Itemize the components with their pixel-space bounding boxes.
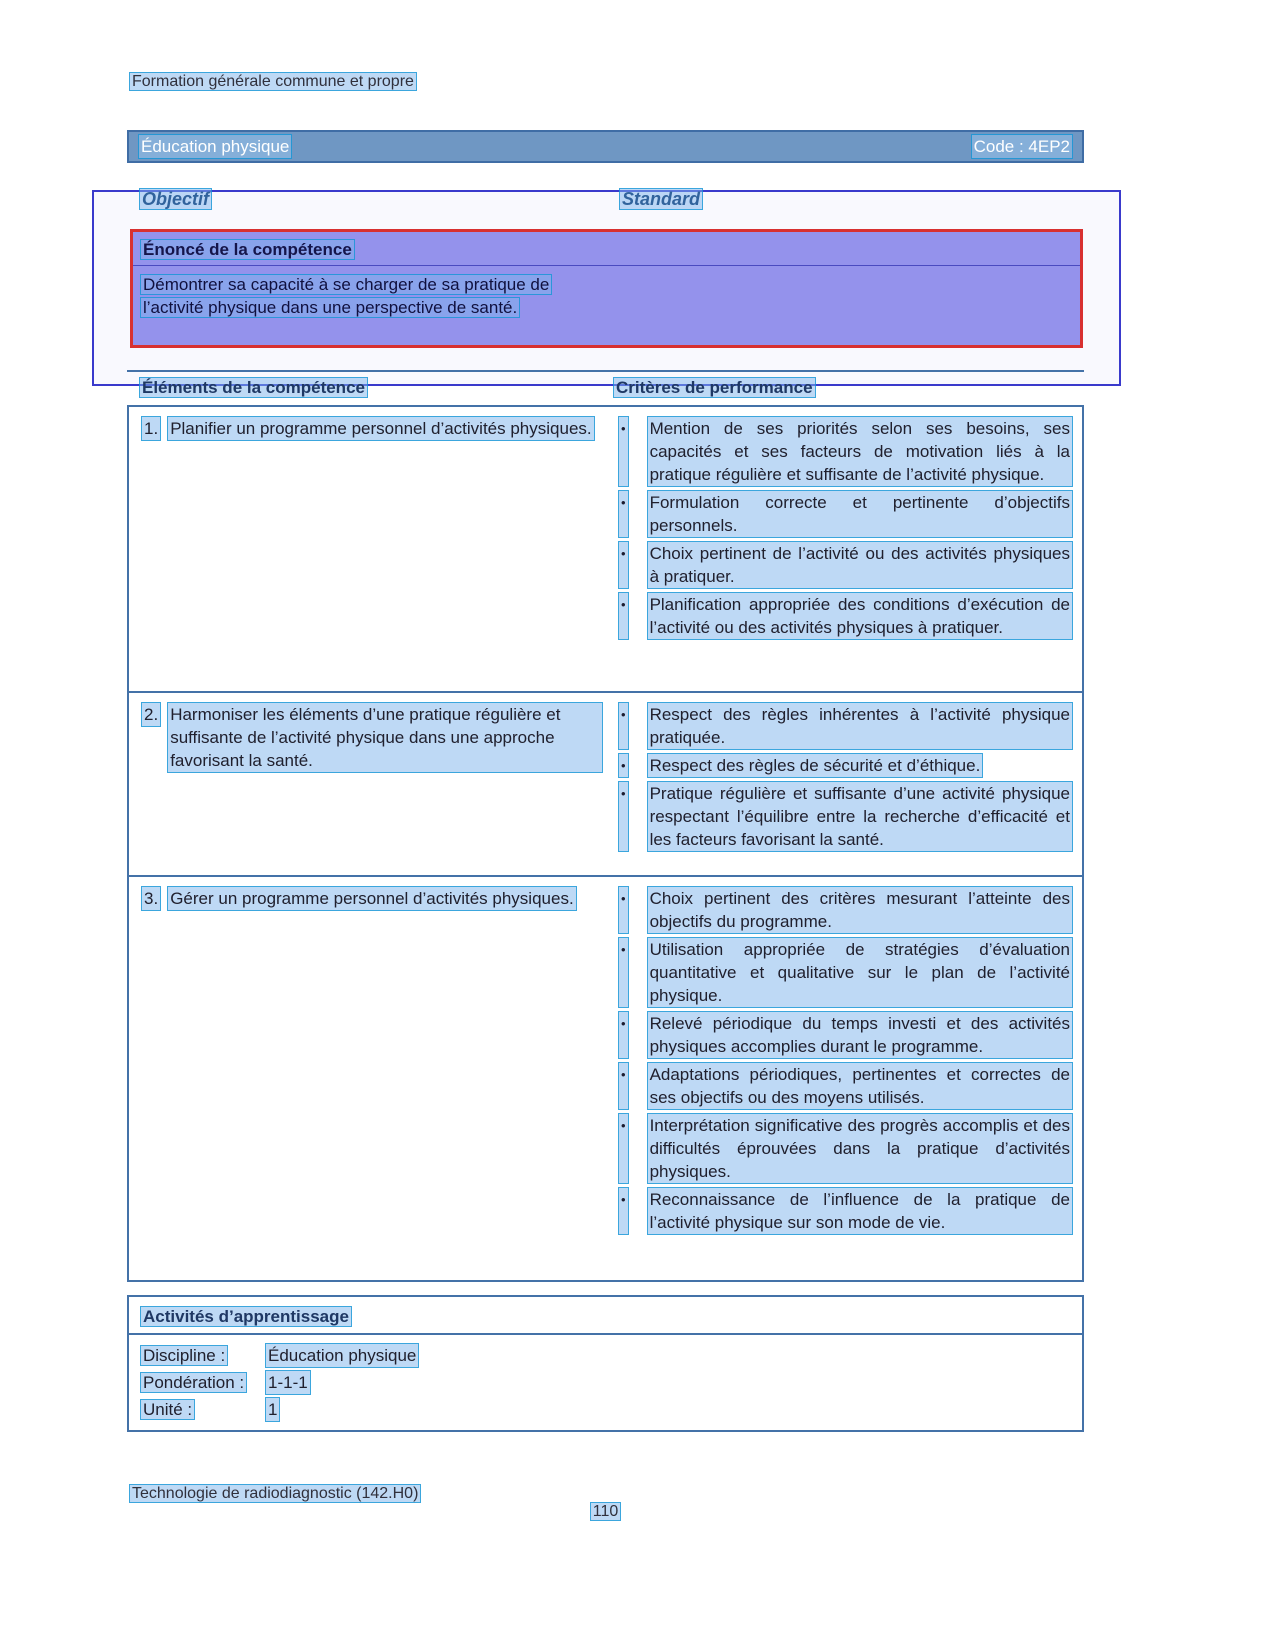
criteria-list (619, 407, 1082, 691)
criterion-text: Formulation correcte et pertinente d’objectifs personnels. (649, 493, 1070, 535)
competence-table (127, 405, 1084, 1282)
criteria-list (619, 877, 1082, 1280)
criterion-item (619, 491, 1072, 537)
bullet-icon: • (619, 593, 628, 639)
element-cell (129, 877, 619, 1280)
criterion-item (619, 542, 1072, 588)
criterion-text: Choix pertinent de l’activité ou des activités physiques à pratiquer. (649, 544, 1070, 586)
element-text: Harmoniser les éléments d’une pratique régulière et suffisante de l’activité physique dans une approche favorisant la santé. (168, 703, 602, 772)
activity-field-row (141, 1344, 1070, 1367)
criterion-text: Relevé périodique du temps investi et des activités physiques accomplies durant le programme. (649, 1014, 1070, 1056)
column-header-criteria: Critères de performance (616, 378, 813, 397)
top-note-text: Formation générale commune et propre (132, 73, 414, 90)
criterion-item (619, 1114, 1072, 1183)
element-number: 3. (144, 889, 159, 908)
criterion-text: Reconnaissance de l’influence de la pratique de l’activité physique sur son mode de vie. (649, 1190, 1070, 1232)
field-label: Discipline : (143, 1346, 226, 1365)
bullet-icon: • (619, 754, 628, 777)
criterion-text: Pratique régulière et suffisante d’une activité physique respectant l’équilibre entre la recherche d’efficacité et les facteurs favorisant la santé. (649, 784, 1070, 849)
criterion-item (619, 1188, 1072, 1234)
top-note (130, 70, 416, 93)
activity-field-row (141, 1371, 1070, 1394)
course-header-bar (127, 130, 1084, 163)
field-value: 1 (268, 1400, 278, 1419)
competence-row-2 (129, 691, 1082, 875)
criterion-item (619, 417, 1072, 486)
bullet-icon: • (619, 417, 628, 486)
criterion-item (619, 593, 1072, 639)
learning-activities-title: Activités d’apprentissage (143, 1307, 349, 1326)
competence-row-3 (129, 875, 1082, 1280)
objective-heading: Objectif (142, 189, 210, 209)
competence-row-1 (129, 407, 1082, 691)
bullet-icon: • (619, 1063, 628, 1109)
field-label: Pondération : (143, 1373, 245, 1392)
criterion-item (619, 938, 1072, 1007)
criterion-text: Respect des règles de sécurité et d’éthique. (649, 756, 981, 775)
bullet-icon: • (619, 887, 628, 933)
competence-statement-text: Démontrer sa capacité à se charger de sa pratique de l’activité physique dans une perspective de santé. (143, 275, 550, 317)
competence-statement-title: Énoncé de la compétence (143, 240, 352, 259)
standard-heading: Standard (622, 189, 701, 209)
footer-note-text: Technologie de radiodiagnostic (142.H0) (132, 1485, 419, 1502)
competence-statement-title-row (133, 232, 1080, 266)
criterion-item (619, 1063, 1072, 1109)
bullet-icon: • (619, 491, 628, 537)
activity-field-row (141, 1398, 1070, 1421)
element-text: Planifier un programme personnel d’activités physiques. (170, 419, 592, 438)
bullet-icon: • (619, 703, 628, 749)
criterion-item (619, 782, 1072, 851)
learning-activities-box (127, 1295, 1084, 1432)
bullet-icon: • (619, 938, 628, 1007)
course-title: Éducation physique (141, 137, 290, 156)
element-number: 2. (144, 705, 159, 724)
field-label: Unité : (143, 1400, 193, 1419)
bullet-icon: • (619, 1012, 628, 1058)
bullet-icon: • (619, 782, 628, 851)
criterion-text: Respect des règles inhérentes à l’activité physique pratiquée. (649, 705, 1070, 747)
element-text: Gérer un programme personnel d’activités physiques. (170, 889, 574, 908)
course-code: Code : 4EP2 (973, 137, 1070, 156)
criterion-text: Interprétation significative des progrès accomplis et des difficultés éprouvées dans la pratique d’activités physiques. (649, 1116, 1070, 1181)
element-cell (129, 693, 619, 875)
criterion-item (619, 754, 1072, 777)
learning-activities-fields (129, 1335, 1082, 1430)
criterion-text: Mention de ses priorités selon ses besoins, ses capacités et ses facteurs de motivation liés à la pratique régulière et suffisante de l’activité physique. (649, 419, 1070, 484)
criterion-text: Adaptations périodiques, pertinentes et correctes de ses objectifs ou des moyens utilisés. (649, 1065, 1070, 1107)
competence-statement-box (130, 229, 1083, 348)
learning-activities-title-row (129, 1297, 1082, 1335)
column-header-elements: Éléments de la compétence (142, 378, 365, 397)
criterion-text: Choix pertinent des critères mesurant l’atteinte des objectifs du programme. (649, 889, 1070, 931)
bullet-icon: • (619, 1188, 628, 1234)
field-value: Éducation physique (268, 1346, 417, 1365)
criteria-list (619, 693, 1082, 875)
column-header-divider (127, 370, 1084, 372)
field-value: 1-1-1 (268, 1373, 308, 1392)
bullet-icon: • (619, 1114, 628, 1183)
page-number: 110 (592, 1503, 619, 1520)
criterion-item (619, 703, 1072, 749)
criterion-text: Utilisation appropriée de stratégies d’évaluation quantitative et qualitative sur le plan de l’activité physique. (649, 940, 1070, 1005)
element-cell (129, 407, 619, 691)
criterion-item (619, 887, 1072, 933)
competence-statement-body (133, 266, 559, 326)
criterion-text: Planification appropriée des conditions d’exécution de l’activité ou des activités physiques à pratiquer. (649, 595, 1070, 637)
criterion-item (619, 1012, 1072, 1058)
bullet-icon: • (619, 542, 628, 588)
element-number: 1. (144, 419, 159, 438)
